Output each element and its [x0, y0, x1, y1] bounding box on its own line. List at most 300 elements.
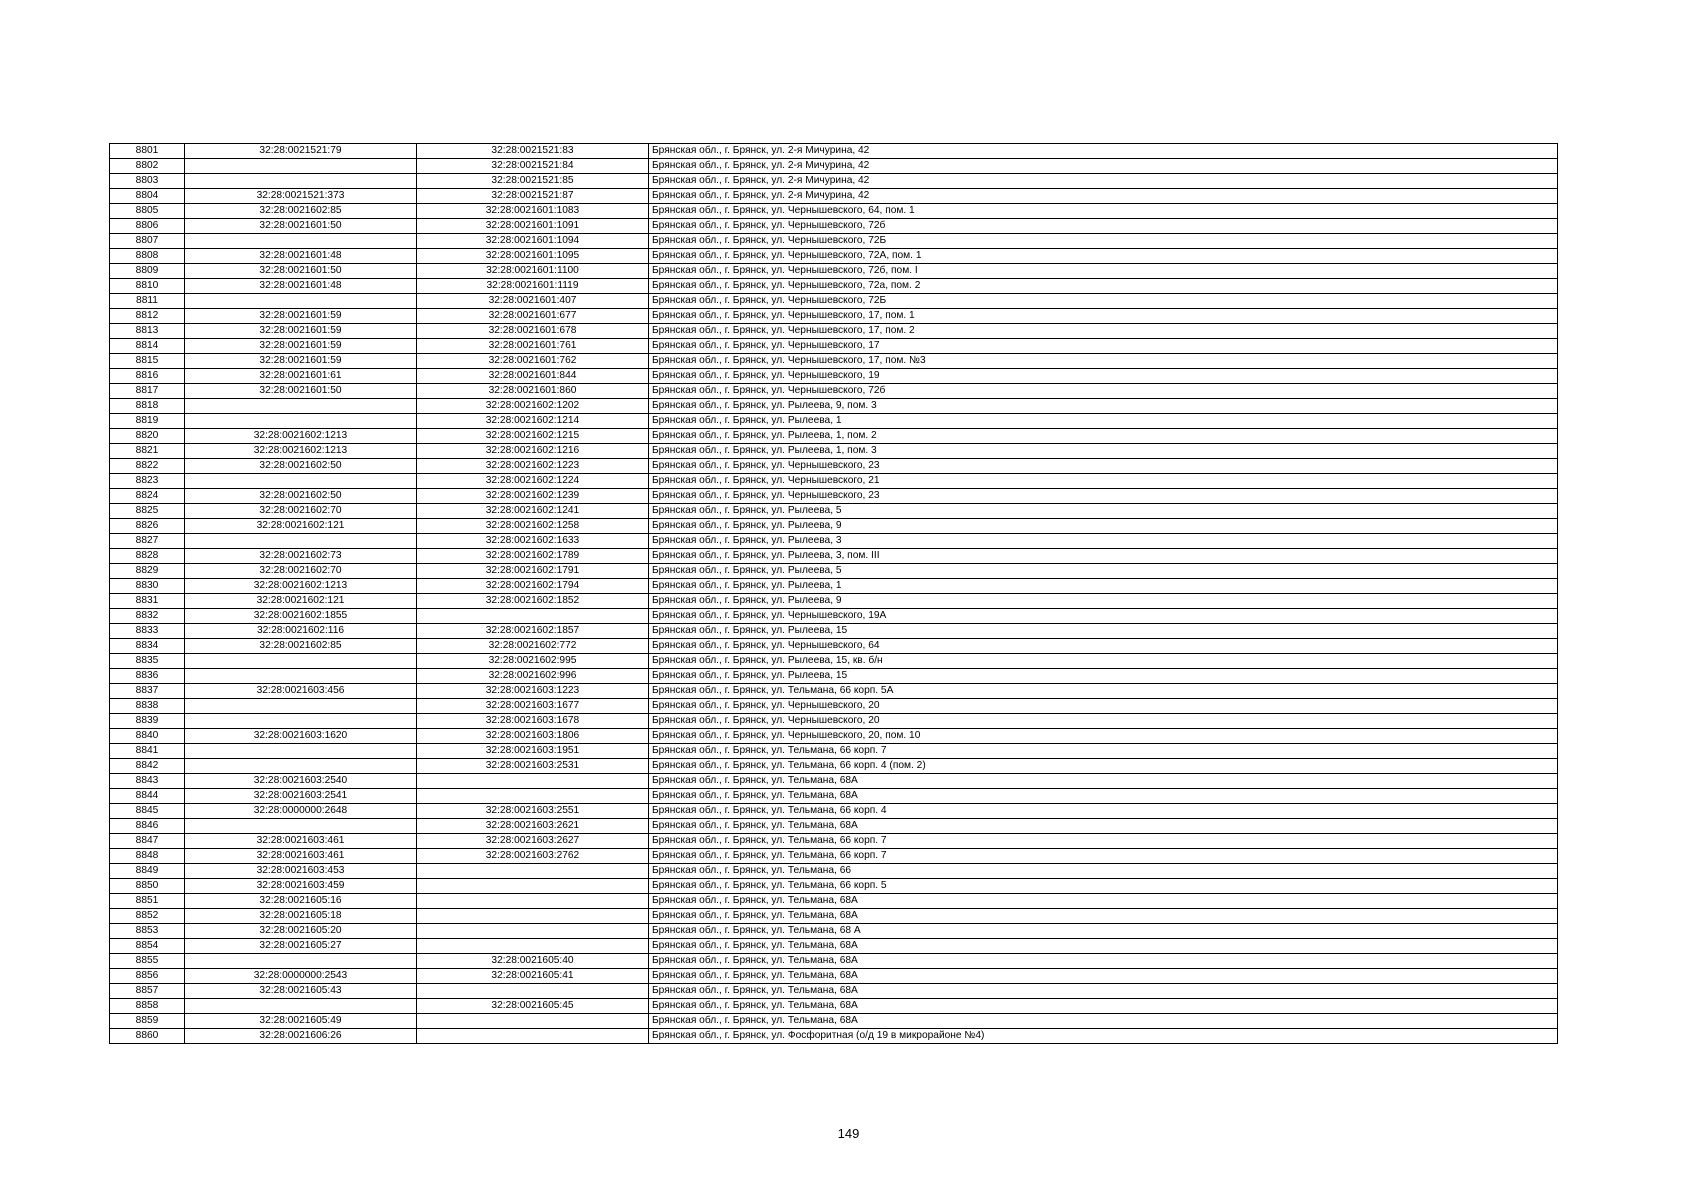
row-number-cell: 8809	[110, 264, 185, 279]
table-row	[110, 249, 1558, 264]
table-row	[110, 519, 1558, 534]
object-cadastral-number-cell: 32:28:0021601:1100	[417, 264, 649, 279]
row-number-cell: 8816	[110, 369, 185, 384]
address-cell: Брянская обл., г. Брянск, ул. Рылеева, 5	[649, 504, 1558, 519]
cadastral-number-cell: 32:28:0021603:1620	[185, 729, 417, 744]
address-cell: Брянская обл., г. Брянск, ул. 2-я Мичурина, 42	[649, 144, 1558, 159]
row-number-cell: 8849	[110, 864, 185, 879]
row-number-cell: 8810	[110, 279, 185, 294]
row-number-cell: 8811	[110, 294, 185, 309]
address-cell: Брянская обл., г. Брянск, ул. Чернышевского, 72А, пом. 1	[649, 249, 1558, 264]
object-cadastral-number-cell: 32:28:0021601:1083	[417, 204, 649, 219]
row-number-cell: 8827	[110, 534, 185, 549]
table-row	[110, 309, 1558, 324]
table-row	[110, 804, 1558, 819]
row-number-cell: 8860	[110, 1029, 185, 1044]
row-number-cell: 8842	[110, 759, 185, 774]
row-number-cell: 8859	[110, 1014, 185, 1029]
address-cell: Брянская обл., г. Брянск, ул. Чернышевского, 72б, пом. I	[649, 264, 1558, 279]
table-row	[110, 1029, 1558, 1044]
cadastral-number-cell: 32:28:0021603:461	[185, 834, 417, 849]
address-cell: Брянская обл., г. Брянск, ул. Тельмана, 68А	[649, 789, 1558, 804]
row-number-cell: 8833	[110, 624, 185, 639]
address-cell: Брянская обл., г. Брянск, ул. Чернышевского, 20, пом. 10	[649, 729, 1558, 744]
table-row	[110, 414, 1558, 429]
table-row	[110, 729, 1558, 744]
cadastral-number-cell: 32:28:0021601:59	[185, 309, 417, 324]
cadastral-number-cell: 32:28:0021603:459	[185, 879, 417, 894]
table-row	[110, 639, 1558, 654]
cadastral-number-cell: 32:28:0021602:1213	[185, 429, 417, 444]
address-cell: Брянская обл., г. Брянск, ул. Чернышевского, 72б	[649, 219, 1558, 234]
object-cadastral-number-cell: 32:28:0021602:1239	[417, 489, 649, 504]
address-cell: Брянская обл., г. Брянск, ул. Чернышевского, 20	[649, 714, 1558, 729]
address-cell: Брянская обл., г. Брянск, ул. Чернышевского, 72Б	[649, 234, 1558, 249]
address-cell: Брянская обл., г. Брянск, ул. Тельмана, 66 корп. 7	[649, 744, 1558, 759]
cadastral-number-cell: 32:28:0021602:121	[185, 519, 417, 534]
cadastral-number-cell: 32:28:0021602:1213	[185, 579, 417, 594]
cadastral-number-cell: 32:28:0021605:16	[185, 894, 417, 909]
cadastral-number-cell: 32:28:0021601:61	[185, 369, 417, 384]
table-row	[110, 144, 1558, 159]
address-cell: Брянская обл., г. Брянск, ул. Чернышевского, 17, пом. №3	[649, 354, 1558, 369]
cadastral-number-cell: 32:28:0021602:50	[185, 489, 417, 504]
table-row	[110, 849, 1558, 864]
row-number-cell: 8855	[110, 954, 185, 969]
object-cadastral-number-cell: 32:28:0021601:1119	[417, 279, 649, 294]
cadastral-number-cell	[185, 699, 417, 714]
cadastral-number-cell: 32:28:0021603:456	[185, 684, 417, 699]
row-number-cell: 8857	[110, 984, 185, 999]
address-cell: Брянская обл., г. Брянск, ул. Тельмана, 66	[649, 864, 1558, 879]
table-row	[110, 834, 1558, 849]
row-number-cell: 8825	[110, 504, 185, 519]
table-row	[110, 684, 1558, 699]
row-number-cell: 8831	[110, 594, 185, 609]
row-number-cell: 8837	[110, 684, 185, 699]
table-row	[110, 954, 1558, 969]
address-cell: Брянская обл., г. Брянск, ул. Рылеева, 1, пом. 2	[649, 429, 1558, 444]
cadastral-number-cell	[185, 744, 417, 759]
object-cadastral-number-cell: 32:28:0021602:1216	[417, 444, 649, 459]
object-cadastral-number-cell	[417, 909, 649, 924]
address-cell: Брянская обл., г. Брянск, ул. Рылеева, 1	[649, 579, 1558, 594]
address-cell: Брянская обл., г. Брянск, ул. Тельмана, 68А	[649, 909, 1558, 924]
address-cell: Брянская обл., г. Брянск, ул. Тельмана, 68А	[649, 999, 1558, 1014]
cadastral-number-cell	[185, 714, 417, 729]
table-row	[110, 624, 1558, 639]
cadastral-number-cell: 32:28:0021602:116	[185, 624, 417, 639]
cadastral-number-cell	[185, 294, 417, 309]
address-cell: Брянская обл., г. Брянск, ул. Чернышевского, 72а, пом. 2	[649, 279, 1558, 294]
object-cadastral-number-cell: 32:28:0021602:995	[417, 654, 649, 669]
object-cadastral-number-cell: 32:28:0021603:1678	[417, 714, 649, 729]
cadastral-number-cell: 32:28:0021602:50	[185, 459, 417, 474]
table-row	[110, 474, 1558, 489]
row-number-cell: 8820	[110, 429, 185, 444]
address-cell: Брянская обл., г. Брянск, ул. Тельмана, 66 корп. 5А	[649, 684, 1558, 699]
table-row	[110, 999, 1558, 1014]
row-number-cell: 8854	[110, 939, 185, 954]
row-number-cell: 8843	[110, 774, 185, 789]
table-row	[110, 669, 1558, 684]
object-cadastral-number-cell: 32:28:0021602:1202	[417, 399, 649, 414]
object-cadastral-number-cell	[417, 939, 649, 954]
table-row	[110, 489, 1558, 504]
cadastral-number-cell	[185, 999, 417, 1014]
table-row	[110, 369, 1558, 384]
cadastral-number-cell	[185, 759, 417, 774]
object-cadastral-number-cell: 32:28:0021601:678	[417, 324, 649, 339]
table-row	[110, 699, 1558, 714]
row-number-cell: 8839	[110, 714, 185, 729]
object-cadastral-number-cell: 32:28:0021521:87	[417, 189, 649, 204]
cadastral-number-cell: 32:28:0021601:59	[185, 354, 417, 369]
table-row	[110, 399, 1558, 414]
table-row	[110, 444, 1558, 459]
object-cadastral-number-cell: 32:28:0021605:41	[417, 969, 649, 984]
object-cadastral-number-cell	[417, 879, 649, 894]
table-row	[110, 579, 1558, 594]
cadastral-number-cell: 32:28:0021602:1855	[185, 609, 417, 624]
object-cadastral-number-cell: 32:28:0021601:860	[417, 384, 649, 399]
object-cadastral-number-cell: 32:28:0021602:1224	[417, 474, 649, 489]
address-cell: Брянская обл., г. Брянск, ул. Чернышевского, 17, пом. 2	[649, 324, 1558, 339]
address-cell: Брянская обл., г. Брянск, ул. Тельмана, 66 корп. 7	[649, 849, 1558, 864]
row-number-cell: 8850	[110, 879, 185, 894]
cadastral-number-cell: 32:28:0021605:18	[185, 909, 417, 924]
address-cell: Брянская обл., г. Брянск, ул. Рылеева, 1	[649, 414, 1558, 429]
cadastral-number-cell	[185, 234, 417, 249]
object-cadastral-number-cell: 32:28:0021603:1806	[417, 729, 649, 744]
object-cadastral-number-cell: 32:28:0021521:83	[417, 144, 649, 159]
cadastral-number-cell: 32:28:0021603:2540	[185, 774, 417, 789]
registry-table	[109, 143, 1558, 1044]
cadastral-number-cell: 32:28:0021601:48	[185, 279, 417, 294]
address-cell: Брянская обл., г. Брянск, ул. Тельмана, 66 корп. 5	[649, 879, 1558, 894]
row-number-cell: 8840	[110, 729, 185, 744]
table-row	[110, 534, 1558, 549]
table-row	[110, 714, 1558, 729]
page-number: 149	[837, 1126, 860, 1141]
table-row	[110, 969, 1558, 984]
address-cell: Брянская обл., г. Брянск, ул. Чернышевского, 23	[649, 459, 1558, 474]
cadastral-number-cell	[185, 159, 417, 174]
object-cadastral-number-cell: 32:28:0021602:996	[417, 669, 649, 684]
address-cell: Брянская обл., г. Брянск, ул. Чернышевского, 17, пом. 1	[649, 309, 1558, 324]
address-cell: Брянская обл., г. Брянск, ул. Рылеева, 15, кв. б/н	[649, 654, 1558, 669]
cadastral-number-cell: 32:28:0021603:2541	[185, 789, 417, 804]
table-row	[110, 819, 1558, 834]
table-row	[110, 609, 1558, 624]
address-cell: Брянская обл., г. Брянск, ул. Рылеева, 9, пом. 3	[649, 399, 1558, 414]
row-number-cell: 8817	[110, 384, 185, 399]
object-cadastral-number-cell: 32:28:0021602:1223	[417, 459, 649, 474]
cadastral-number-cell: 32:28:0021601:50	[185, 264, 417, 279]
object-cadastral-number-cell: 32:28:0021603:2551	[417, 804, 649, 819]
address-cell: Брянская обл., г. Брянск, ул. Рылеева, 9	[649, 594, 1558, 609]
object-cadastral-number-cell: 32:28:0021603:1223	[417, 684, 649, 699]
object-cadastral-number-cell: 32:28:0021602:1214	[417, 414, 649, 429]
cadastral-number-cell: 32:28:0000000:2543	[185, 969, 417, 984]
cadastral-number-cell: 32:28:0021601:50	[185, 384, 417, 399]
address-cell: Брянская обл., г. Брянск, ул. Чернышевского, 17	[649, 339, 1558, 354]
address-cell: Брянская обл., г. Брянск, ул. Чернышевского, 21	[649, 474, 1558, 489]
cadastral-number-cell: 32:28:0021601:59	[185, 324, 417, 339]
address-cell: Брянская обл., г. Брянск, ул. Тельмана, 68А	[649, 969, 1558, 984]
object-cadastral-number-cell: 32:28:0021603:2531	[417, 759, 649, 774]
cadastral-number-cell: 32:28:0021605:20	[185, 924, 417, 939]
object-cadastral-number-cell	[417, 984, 649, 999]
object-cadastral-number-cell	[417, 774, 649, 789]
address-cell: Брянская обл., г. Брянск, ул. Рылеева, 5	[649, 564, 1558, 579]
row-number-cell: 8845	[110, 804, 185, 819]
table-row	[110, 924, 1558, 939]
cadastral-number-cell	[185, 669, 417, 684]
object-cadastral-number-cell: 32:28:0021602:1258	[417, 519, 649, 534]
cadastral-number-cell: 32:28:0021602:121	[185, 594, 417, 609]
object-cadastral-number-cell	[417, 609, 649, 624]
object-cadastral-number-cell: 32:28:0021521:85	[417, 174, 649, 189]
cadastral-number-cell: 32:28:0021602:70	[185, 564, 417, 579]
object-cadastral-number-cell: 32:28:0021602:772	[417, 639, 649, 654]
row-number-cell: 8826	[110, 519, 185, 534]
object-cadastral-number-cell: 32:28:0021601:844	[417, 369, 649, 384]
object-cadastral-number-cell: 32:28:0021601:1094	[417, 234, 649, 249]
object-cadastral-number-cell: 32:28:0021601:677	[417, 309, 649, 324]
table-row	[110, 294, 1558, 309]
row-number-cell: 8832	[110, 609, 185, 624]
address-cell: Брянская обл., г. Брянск, ул. Тельмана, 68А	[649, 1014, 1558, 1029]
row-number-cell: 8841	[110, 744, 185, 759]
object-cadastral-number-cell: 32:28:0021601:1095	[417, 249, 649, 264]
table-row	[110, 219, 1558, 234]
object-cadastral-number-cell: 32:28:0021602:1789	[417, 549, 649, 564]
address-cell: Брянская обл., г. Брянск, ул. Рылеева, 15	[649, 669, 1558, 684]
address-cell: Брянская обл., г. Брянск, ул. Тельмана, 68А	[649, 819, 1558, 834]
cadastral-number-cell: 32:28:0021601:59	[185, 339, 417, 354]
cadastral-number-cell	[185, 534, 417, 549]
row-number-cell: 8806	[110, 219, 185, 234]
row-number-cell: 8846	[110, 819, 185, 834]
row-number-cell: 8852	[110, 909, 185, 924]
object-cadastral-number-cell	[417, 789, 649, 804]
cadastral-number-cell	[185, 954, 417, 969]
object-cadastral-number-cell: 32:28:0021602:1633	[417, 534, 649, 549]
address-cell: Брянская обл., г. Брянск, ул. Рылеева, 9	[649, 519, 1558, 534]
address-cell: Брянская обл., г. Брянск, ул. 2-я Мичурина, 42	[649, 189, 1558, 204]
row-number-cell: 8856	[110, 969, 185, 984]
row-number-cell: 8851	[110, 894, 185, 909]
table-row	[110, 189, 1558, 204]
row-number-cell: 8814	[110, 339, 185, 354]
object-cadastral-number-cell: 32:28:0021601:1091	[417, 219, 649, 234]
row-number-cell: 8821	[110, 444, 185, 459]
object-cadastral-number-cell: 32:28:0021605:40	[417, 954, 649, 969]
object-cadastral-number-cell: 32:28:0021602:1215	[417, 429, 649, 444]
row-number-cell: 8829	[110, 564, 185, 579]
table-row	[110, 594, 1558, 609]
object-cadastral-number-cell: 32:28:0021602:1857	[417, 624, 649, 639]
object-cadastral-number-cell: 32:28:0021601:407	[417, 294, 649, 309]
table-row	[110, 654, 1558, 669]
table-row	[110, 984, 1558, 999]
address-cell: Брянская обл., г. Брянск, ул. 2-я Мичурина, 42	[649, 174, 1558, 189]
table-body	[110, 144, 1558, 1044]
cadastral-number-cell: 32:28:0021602:70	[185, 504, 417, 519]
table-row	[110, 339, 1558, 354]
table-row	[110, 789, 1558, 804]
table-row	[110, 429, 1558, 444]
address-cell: Брянская обл., г. Брянск, ул. Тельмана, 68А	[649, 984, 1558, 999]
table-row	[110, 234, 1558, 249]
object-cadastral-number-cell: 32:28:0021605:45	[417, 999, 649, 1014]
table-row	[110, 1014, 1558, 1029]
row-number-cell: 8807	[110, 234, 185, 249]
object-cadastral-number-cell: 32:28:0021603:2627	[417, 834, 649, 849]
cadastral-number-cell	[185, 654, 417, 669]
address-cell: Брянская обл., г. Брянск, ул. Чернышевского, 64, пом. 1	[649, 204, 1558, 219]
row-number-cell: 8838	[110, 699, 185, 714]
object-cadastral-number-cell: 32:28:0021601:762	[417, 354, 649, 369]
cadastral-number-cell: 32:28:0021602:85	[185, 204, 417, 219]
object-cadastral-number-cell	[417, 1029, 649, 1044]
cadastral-number-cell	[185, 819, 417, 834]
cadastral-number-cell: 32:28:0021601:50	[185, 219, 417, 234]
address-cell: Брянская обл., г. Брянск, ул. Тельмана, 68 А	[649, 924, 1558, 939]
address-cell: Брянская обл., г. Брянск, ул. Чернышевского, 20	[649, 699, 1558, 714]
cadastral-number-cell: 32:28:0021605:27	[185, 939, 417, 954]
address-cell: Брянская обл., г. Брянск, ул. Чернышевского, 19А	[649, 609, 1558, 624]
address-cell: Брянская обл., г. Брянск, ул. Чернышевского, 64	[649, 639, 1558, 654]
object-cadastral-number-cell: 32:28:0021602:1241	[417, 504, 649, 519]
row-number-cell: 8802	[110, 159, 185, 174]
cadastral-number-cell	[185, 174, 417, 189]
address-cell: Брянская обл., г. Брянск, ул. Тельмана, 68А	[649, 894, 1558, 909]
cadastral-number-cell: 32:28:0000000:2648	[185, 804, 417, 819]
table-row	[110, 174, 1558, 189]
cadastral-number-cell: 32:28:0021603:461	[185, 849, 417, 864]
address-cell: Брянская обл., г. Брянск, ул. Рылеева, 3	[649, 534, 1558, 549]
row-number-cell: 8847	[110, 834, 185, 849]
address-cell: Брянская обл., г. Брянск, ул. Чернышевского, 23	[649, 489, 1558, 504]
table-row	[110, 774, 1558, 789]
object-cadastral-number-cell: 32:28:0021521:84	[417, 159, 649, 174]
address-cell: Брянская обл., г. Брянск, ул. Тельмана, 68А	[649, 954, 1558, 969]
row-number-cell: 8819	[110, 414, 185, 429]
address-cell: Брянская обл., г. Брянск, ул. Рылеева, 1, пом. 3	[649, 444, 1558, 459]
table-row	[110, 354, 1558, 369]
row-number-cell: 8823	[110, 474, 185, 489]
object-cadastral-number-cell: 32:28:0021601:761	[417, 339, 649, 354]
address-cell: Брянская обл., г. Брянск, ул. Тельмана, 66 корп. 4 (пом. 2)	[649, 759, 1558, 774]
cadastral-number-cell: 32:28:0021602:73	[185, 549, 417, 564]
table-row	[110, 864, 1558, 879]
cadastral-number-cell: 32:28:0021602:1213	[185, 444, 417, 459]
row-number-cell: 8815	[110, 354, 185, 369]
row-number-cell: 8808	[110, 249, 185, 264]
address-cell: Брянская обл., г. Брянск, ул. Чернышевского, 19	[649, 369, 1558, 384]
address-cell: Брянская обл., г. Брянск, ул. Тельмана, 68А	[649, 774, 1558, 789]
row-number-cell: 8824	[110, 489, 185, 504]
table-row	[110, 549, 1558, 564]
cadastral-number-cell: 32:28:0021521:79	[185, 144, 417, 159]
table-row	[110, 939, 1558, 954]
cadastral-number-cell	[185, 474, 417, 489]
row-number-cell: 8830	[110, 579, 185, 594]
object-cadastral-number-cell: 32:28:0021602:1794	[417, 579, 649, 594]
table-row	[110, 744, 1558, 759]
address-cell: Брянская обл., г. Брянск, ул. Чернышевского, 72Б	[649, 294, 1558, 309]
address-cell: Брянская обл., г. Брянск, ул. Тельмана, 68А	[649, 939, 1558, 954]
table-row	[110, 564, 1558, 579]
address-cell: Брянская обл., г. Брянск, ул. Фосфоритная (о/д 19 в микрорайоне №4)	[649, 1029, 1558, 1044]
row-number-cell: 8835	[110, 654, 185, 669]
row-number-cell: 8818	[110, 399, 185, 414]
cadastral-number-cell	[185, 414, 417, 429]
object-cadastral-number-cell: 32:28:0021602:1791	[417, 564, 649, 579]
table-row	[110, 504, 1558, 519]
object-cadastral-number-cell	[417, 924, 649, 939]
object-cadastral-number-cell	[417, 894, 649, 909]
cadastral-number-cell: 32:28:0021606:26	[185, 1029, 417, 1044]
table-row	[110, 279, 1558, 294]
cadastral-number-cell: 32:28:0021521:373	[185, 189, 417, 204]
address-cell: Брянская обл., г. Брянск, ул. Тельмана, 66 корп. 7	[649, 834, 1558, 849]
row-number-cell: 8836	[110, 669, 185, 684]
table-row	[110, 759, 1558, 774]
table-row	[110, 909, 1558, 924]
object-cadastral-number-cell: 32:28:0021603:1677	[417, 699, 649, 714]
table-row	[110, 459, 1558, 474]
table-row	[110, 264, 1558, 279]
row-number-cell: 8813	[110, 324, 185, 339]
object-cadastral-number-cell: 32:28:0021603:1951	[417, 744, 649, 759]
row-number-cell: 8834	[110, 639, 185, 654]
table-row	[110, 384, 1558, 399]
row-number-cell: 8812	[110, 309, 185, 324]
table-row	[110, 204, 1558, 219]
table-row	[110, 324, 1558, 339]
row-number-cell: 8858	[110, 999, 185, 1014]
address-cell: Брянская обл., г. Брянск, ул. 2-я Мичурина, 42	[649, 159, 1558, 174]
cadastral-number-cell: 32:28:0021601:48	[185, 249, 417, 264]
object-cadastral-number-cell: 32:28:0021603:2621	[417, 819, 649, 834]
table-row	[110, 894, 1558, 909]
object-cadastral-number-cell	[417, 1014, 649, 1029]
address-cell: Брянская обл., г. Брянск, ул. Чернышевского, 72б	[649, 384, 1558, 399]
cadastral-number-cell: 32:28:0021605:43	[185, 984, 417, 999]
cadastral-number-cell: 32:28:0021603:453	[185, 864, 417, 879]
row-number-cell: 8853	[110, 924, 185, 939]
table-row	[110, 879, 1558, 894]
object-cadastral-number-cell	[417, 864, 649, 879]
cadastral-number-cell	[185, 399, 417, 414]
object-cadastral-number-cell: 32:28:0021603:2762	[417, 849, 649, 864]
row-number-cell: 8804	[110, 189, 185, 204]
address-cell: Брянская обл., г. Брянск, ул. Рылеева, 15	[649, 624, 1558, 639]
row-number-cell: 8848	[110, 849, 185, 864]
address-cell: Брянская обл., г. Брянск, ул. Тельмана, 66 корп. 4	[649, 804, 1558, 819]
address-cell: Брянская обл., г. Брянск, ул. Рылеева, 3, пом. III	[649, 549, 1558, 564]
table-row	[110, 159, 1558, 174]
cadastral-number-cell: 32:28:0021602:85	[185, 639, 417, 654]
row-number-cell: 8803	[110, 174, 185, 189]
row-number-cell: 8822	[110, 459, 185, 474]
row-number-cell: 8805	[110, 204, 185, 219]
row-number-cell: 8844	[110, 789, 185, 804]
row-number-cell: 8828	[110, 549, 185, 564]
